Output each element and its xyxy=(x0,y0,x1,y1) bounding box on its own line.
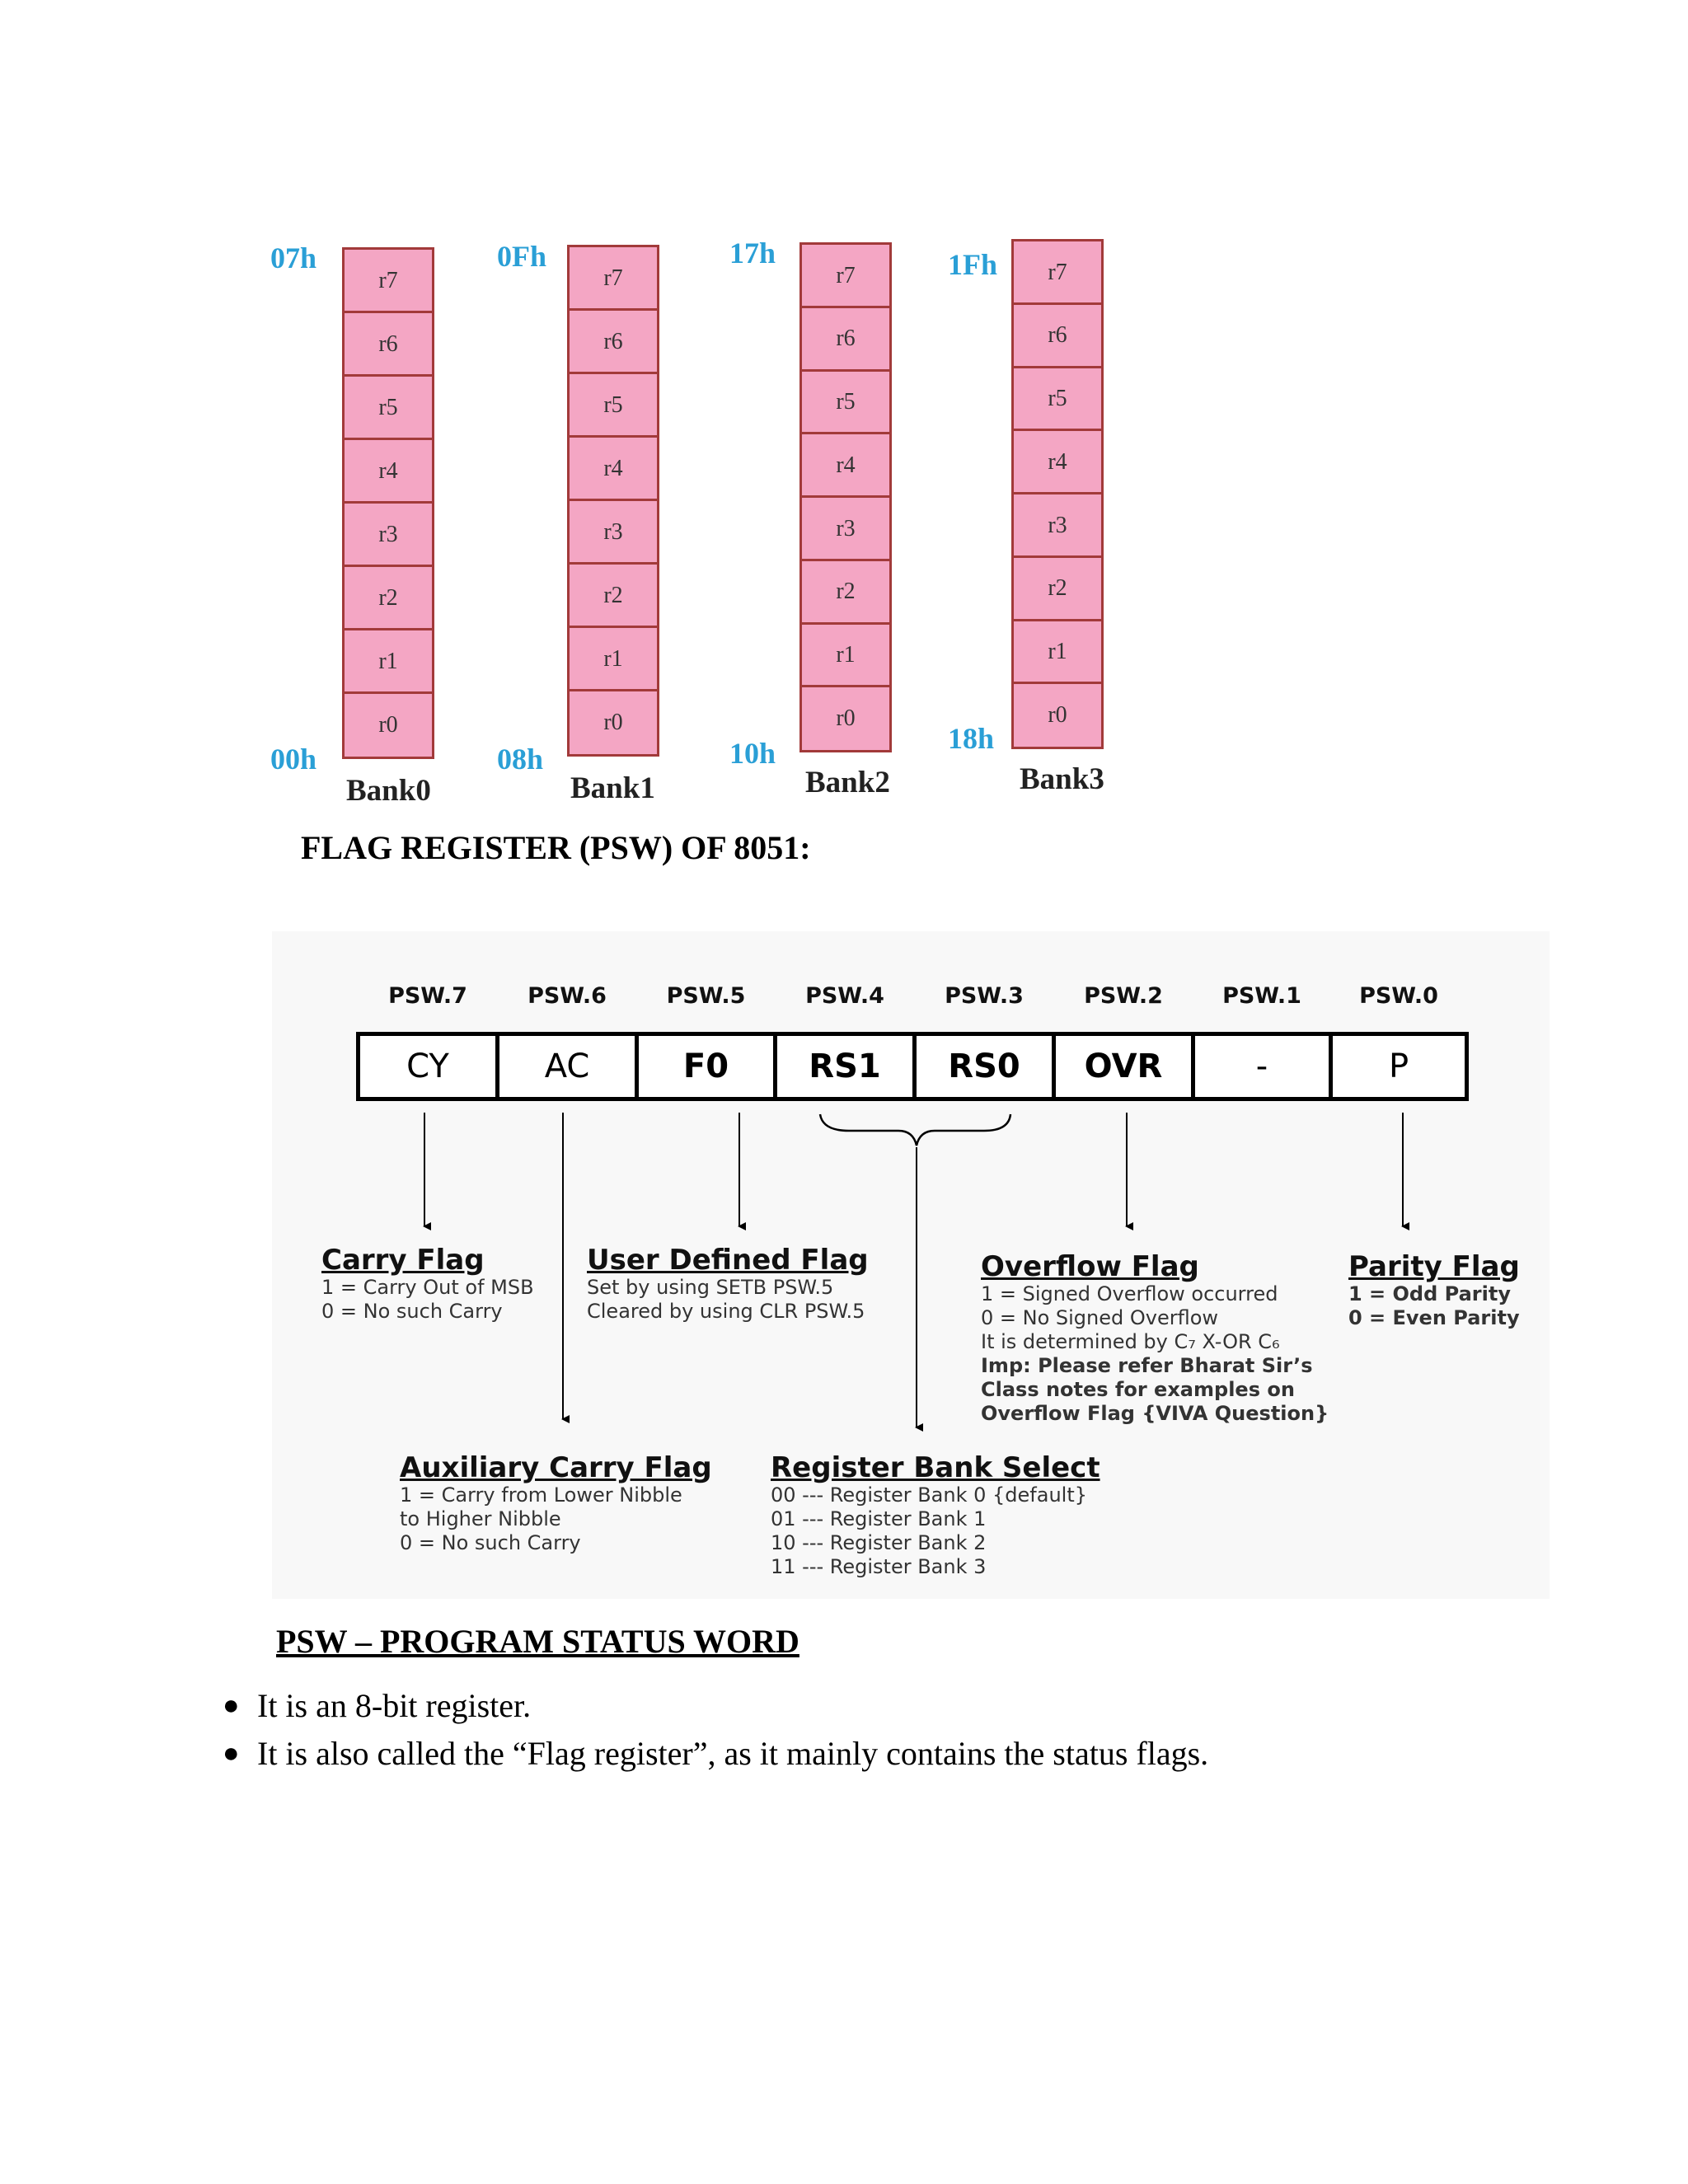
bit-label-psw-0: PSW.0 xyxy=(1359,983,1438,1009)
register-cell-r5: r5 xyxy=(799,369,892,436)
carry-flag-description-line: 1 = Carry Out of MSB xyxy=(321,1276,534,1299)
parity-flag-description-title: Parity Flag xyxy=(1348,1250,1520,1283)
bit-label-psw-5: PSW.5 xyxy=(666,983,746,1009)
bank-top-address: 07h xyxy=(270,241,317,274)
list-item xyxy=(223,1732,1376,1776)
list-item xyxy=(223,1684,1376,1728)
parity-flag-description-line: 1 = Odd Parity xyxy=(1348,1282,1511,1305)
register-cell-r4: r4 xyxy=(1011,429,1104,495)
bank-title: Bank1 xyxy=(570,771,655,805)
register-cell-r1: r1 xyxy=(342,628,434,696)
auxiliary-carry-flag-description-line: 0 = No such Carry xyxy=(400,1531,581,1554)
flag-cell-rs1: RS1 xyxy=(773,1032,917,1101)
overflow-flag-description-note-line: Class notes for examples on xyxy=(981,1378,1295,1401)
register-bank-select-description-line: 11 --- Register Bank 3 xyxy=(771,1555,987,1578)
user-defined-flag-description xyxy=(587,1244,869,1324)
register-cell-r6: r6 xyxy=(1011,302,1104,369)
flag-cell-rs0: RS0 xyxy=(912,1032,1056,1101)
overflow-flag-description xyxy=(981,1251,1329,1426)
register-cell-r7: r7 xyxy=(1011,239,1104,306)
register-bank-select-description-title: Register Bank Select xyxy=(771,1451,1100,1484)
register-cell-r3: r3 xyxy=(1011,492,1104,559)
register-cell-r4: r4 xyxy=(567,435,659,503)
register-cell-r1: r1 xyxy=(799,622,892,689)
flag-cell-unused: - xyxy=(1191,1032,1333,1101)
bank-title: Bank2 xyxy=(805,766,890,799)
flag-register-heading: FLAG REGISTER (PSW) OF 8051: xyxy=(301,829,811,866)
register-cell-r3: r3 xyxy=(342,501,434,569)
register-bank-select-description-line: 10 --- Register Bank 2 xyxy=(771,1531,987,1554)
flag-cell-f0: F0 xyxy=(635,1032,777,1101)
bit-label-psw-1: PSW.1 xyxy=(1222,983,1301,1009)
parity-flag-description-line: 0 = Even Parity xyxy=(1348,1306,1520,1329)
bank-bottom-address: 18h xyxy=(948,722,995,755)
register-cell-r1: r1 xyxy=(1011,619,1104,686)
bullet-dot: ● xyxy=(223,1738,240,1769)
list-item-text: It is also called the “Flag register”, as it mainly contains the status flags. xyxy=(257,1735,1209,1772)
bit-label-psw-6: PSW.6 xyxy=(528,983,607,1009)
user-defined-flag-description-line: Set by using SETB PSW.5 xyxy=(587,1276,834,1299)
bank-bottom-address: 10h xyxy=(729,737,776,770)
bank-bottom-address: 08h xyxy=(497,743,544,776)
register-cell-r6: r6 xyxy=(567,308,659,376)
overflow-flag-description-title: Overflow Flag xyxy=(981,1250,1199,1283)
bullet-dot: ● xyxy=(223,1690,240,1721)
register-cell-r1: r1 xyxy=(567,626,659,693)
register-cell-r3: r3 xyxy=(567,499,659,566)
bit-label-psw-3: PSW.3 xyxy=(945,983,1024,1009)
carry-flag-description xyxy=(321,1244,534,1324)
bank-top-address: 1Fh xyxy=(948,248,998,281)
register-cell-r3: r3 xyxy=(799,495,892,562)
register-cell-r5: r5 xyxy=(1011,366,1104,433)
bank-title: Bank0 xyxy=(346,774,431,808)
bit-label-psw-4: PSW.4 xyxy=(805,983,884,1009)
flag-cell-ac: AC xyxy=(495,1032,639,1101)
parity-flag-description xyxy=(1348,1251,1520,1330)
register-cell-r4: r4 xyxy=(342,438,434,505)
carry-flag-description-line: 0 = No such Carry xyxy=(321,1300,503,1323)
register-cell-r0: r0 xyxy=(799,685,892,752)
register-cell-r4: r4 xyxy=(799,432,892,499)
flag-cell-ovr: OVR xyxy=(1052,1032,1195,1101)
user-defined-flag-description-line: Cleared by using CLR PSW.5 xyxy=(587,1300,865,1323)
register-cell-r7: r7 xyxy=(342,247,434,315)
auxiliary-carry-flag-description xyxy=(400,1452,712,1555)
bank-title: Bank3 xyxy=(1020,762,1104,796)
auxiliary-carry-flag-description-title: Auxiliary Carry Flag xyxy=(400,1451,712,1484)
overflow-flag-description-line: 0 = No Signed Overflow xyxy=(981,1306,1219,1329)
register-cell-r2: r2 xyxy=(1011,555,1104,622)
register-cell-r7: r7 xyxy=(799,242,892,309)
overflow-flag-description-note-line: Overflow Flag {VIVA Question} xyxy=(981,1402,1329,1425)
list-item-text: It is an 8-bit register. xyxy=(257,1687,532,1724)
auxiliary-carry-flag-description-line: to Higher Nibble xyxy=(400,1507,561,1530)
register-cell-r0: r0 xyxy=(342,691,434,759)
register-cell-r2: r2 xyxy=(799,559,892,626)
overflow-flag-description-note-line: Imp: Please refer Bharat Sir’s xyxy=(981,1354,1313,1377)
register-cell-r6: r6 xyxy=(342,311,434,378)
register-cell-r7: r7 xyxy=(567,245,659,312)
user-defined-flag-description-title: User Defined Flag xyxy=(587,1244,869,1277)
register-cell-r0: r0 xyxy=(1011,682,1104,748)
bank-top-address: 0Fh xyxy=(497,240,547,273)
register-cell-r2: r2 xyxy=(342,565,434,632)
flag-cell-cy: CY xyxy=(356,1032,499,1101)
bit-label-psw-2: PSW.2 xyxy=(1084,983,1163,1009)
psw-heading: PSW – PROGRAM STATUS WORD xyxy=(276,1623,799,1660)
flag-cell-p: P xyxy=(1329,1032,1469,1101)
register-cell-r2: r2 xyxy=(567,562,659,630)
register-bank-select-description-line: 01 --- Register Bank 1 xyxy=(771,1507,987,1530)
carry-flag-description-title: Carry Flag xyxy=(321,1244,485,1277)
bit-label-psw-7: PSW.7 xyxy=(388,983,467,1009)
register-cell-r5: r5 xyxy=(567,372,659,439)
bank-top-address: 17h xyxy=(729,237,776,269)
register-cell-r5: r5 xyxy=(342,374,434,442)
register-cell-r6: r6 xyxy=(799,306,892,373)
register-bank-select-description-line: 00 --- Register Bank 0 {default} xyxy=(771,1483,1088,1507)
bank-bottom-address: 00h xyxy=(270,743,317,776)
register-bank-select-description xyxy=(771,1452,1100,1579)
overflow-flag-description-line: 1 = Signed Overflow occurred xyxy=(981,1282,1278,1305)
register-cell-r0: r0 xyxy=(567,689,659,757)
auxiliary-carry-flag-description-line: 1 = Carry from Lower Nibble xyxy=(400,1483,682,1507)
bullet-list xyxy=(223,1684,1376,1779)
overflow-flag-description-line: It is determined by C₇ X-OR C₆ xyxy=(981,1330,1280,1353)
